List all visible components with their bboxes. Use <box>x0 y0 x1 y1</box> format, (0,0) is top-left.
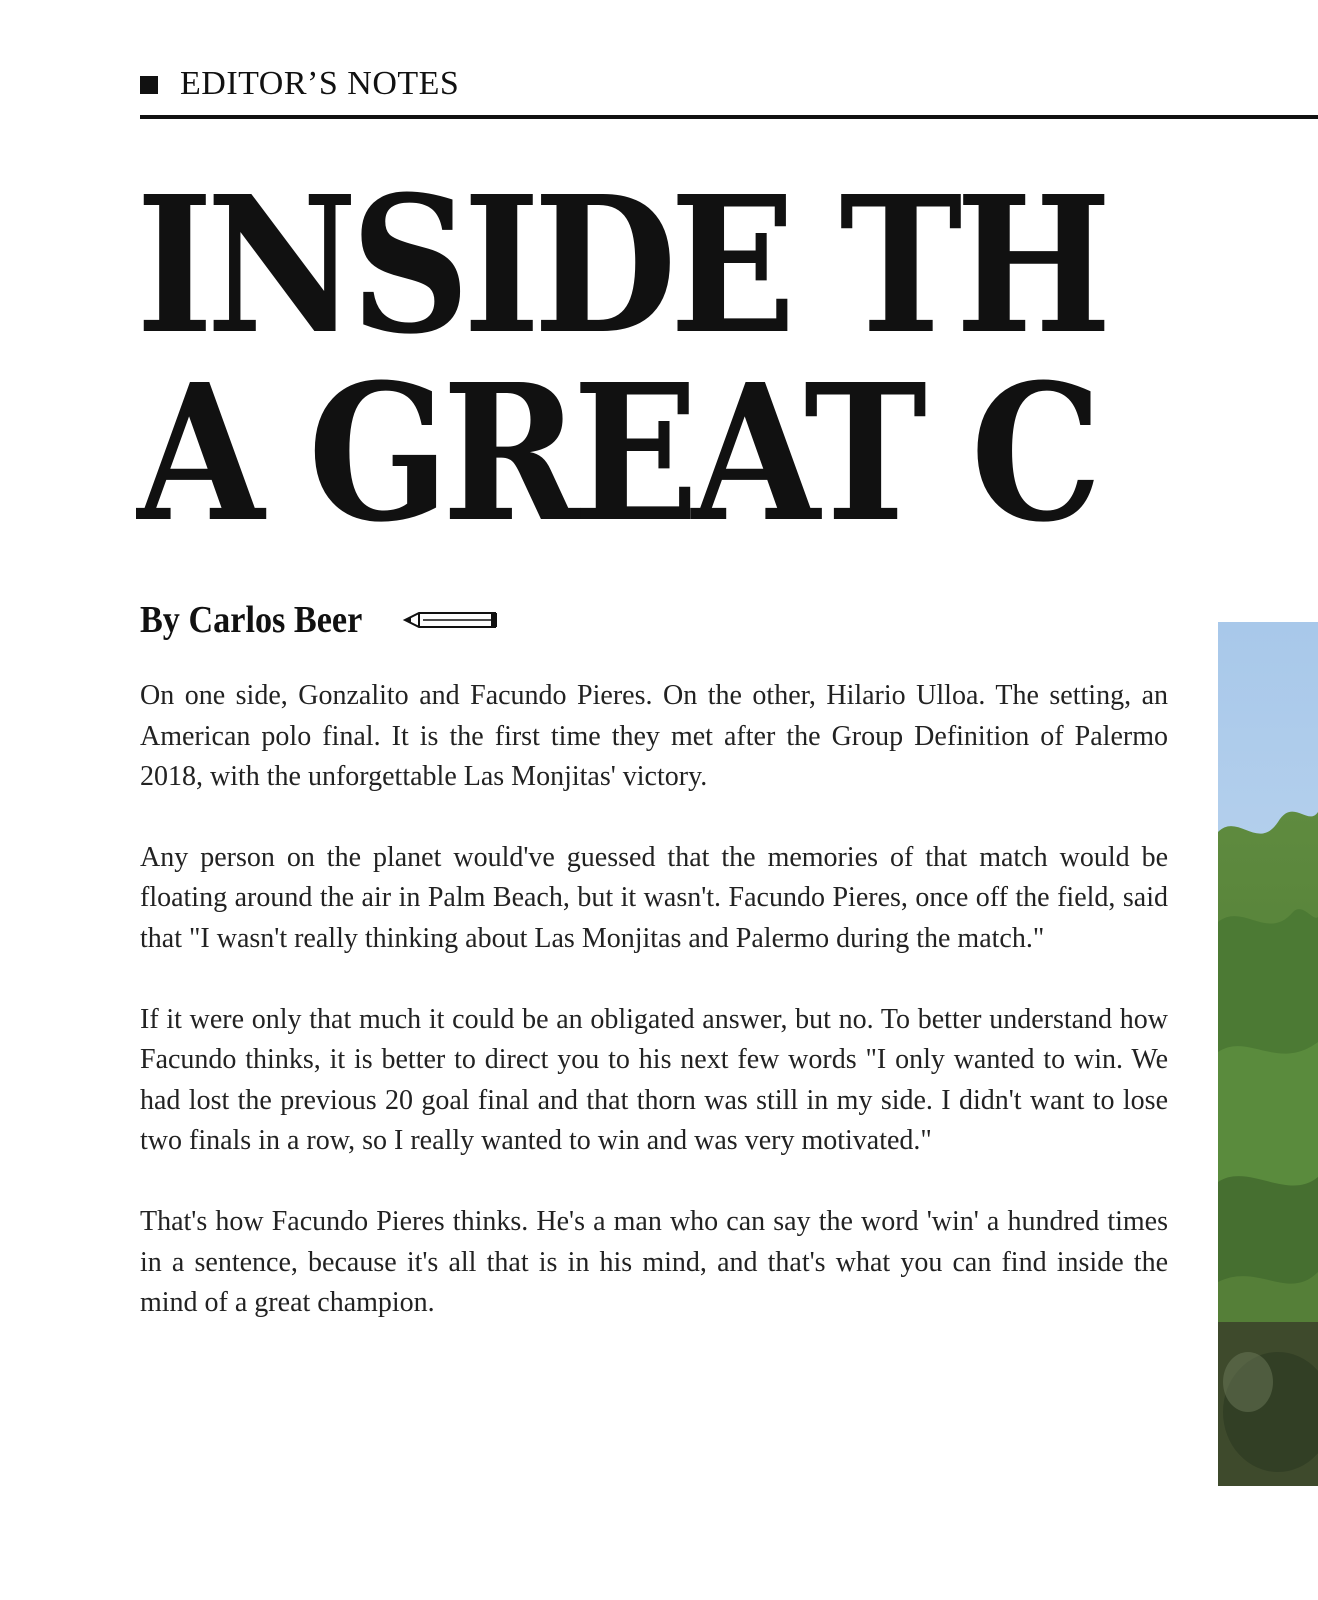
paragraph: On one side, Gonzalito and Facundo Pieres. On the other, Hilario Ulloa. The setting, an American polo final. It is the first time they met after the Group Definition of Palermo 2018, with the unforgettable Las Monjitas' victory. <box>140 680 1168 793</box>
photo-polo-field <box>1218 622 1318 1486</box>
byline <box>140 598 501 642</box>
paragraph: Any person on the planet would've guessed that the memories of that match would be floating around the air in Palm Beach, but it wasn't. Facundo Pieres, once off the field, said that "I wasn't really thinking about Las Monjitas and Palermo during the match." <box>140 841 1168 954</box>
pencil-icon <box>401 610 501 630</box>
photo-polo-field-image <box>1218 622 1318 1486</box>
headline-line-2: A GREAT C <box>136 343 1096 564</box>
article-body <box>140 676 1168 1364</box>
headline-line-1: INSIDE TH <box>136 172 1105 376</box>
section-marker <box>140 76 158 94</box>
paragraph: If it were only that much it could be an obligated answer, but no. To better understand how Facundo thinks, it is better to direct you to his next few words "I only wanted to win. We had lost the previous 20 goal final and that thorn was still in my side. I didn't want to lose two finals in a row, so I really wanted to win and was very motivated." <box>140 1003 1168 1157</box>
byline-author: By Carlos Beer <box>140 599 363 641</box>
section-label: EDITOR’S NOTES <box>180 65 460 102</box>
headline <box>136 172 1318 572</box>
paragraph: That's how Facundo Pieres thinks. He's a man who can say the word 'win' a hundred times in a sentence, because it's all that is in his mind, and that's what you can find inside the mind of a great champion. <box>140 1205 1168 1319</box>
section-divider <box>140 115 1318 119</box>
